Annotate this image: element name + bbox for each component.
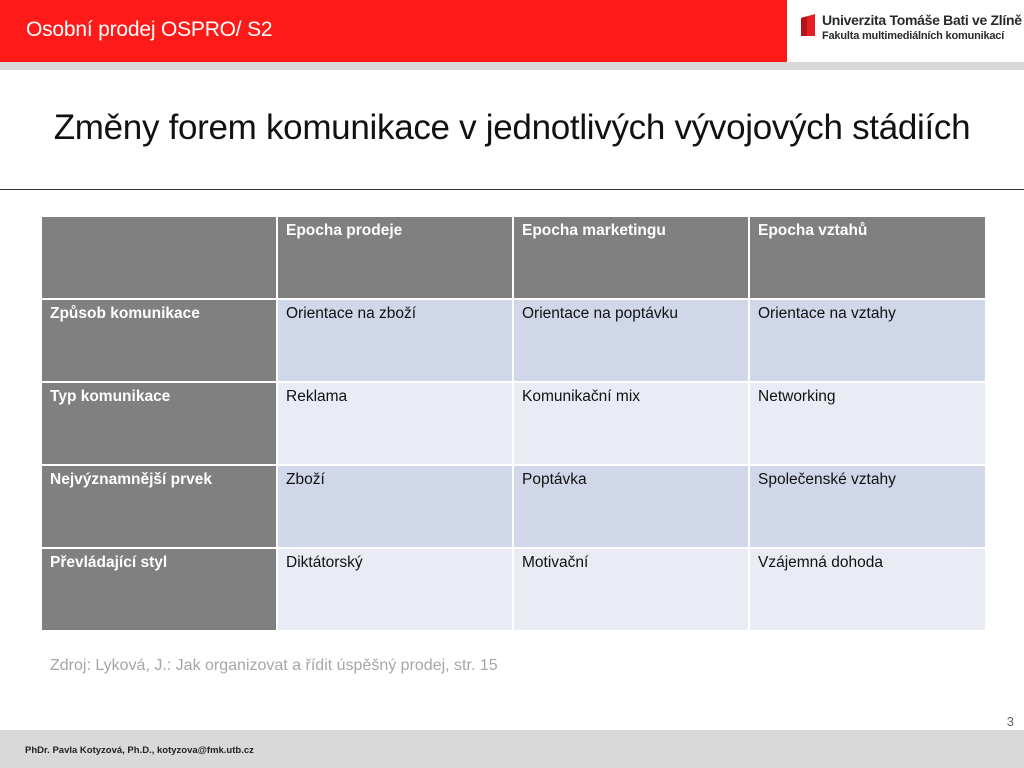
course-title: Osobní prodej OSPRO/ S2 bbox=[26, 18, 273, 41]
table-row bbox=[41, 382, 986, 465]
table-cell: Poptávka bbox=[513, 465, 749, 548]
footer-author: PhDr. Pavla Kotyzová, Ph.D., kotyzova@fmk.utb.cz bbox=[25, 745, 254, 756]
row-label: Způsob komunikace bbox=[41, 299, 277, 382]
table-header-cell bbox=[41, 216, 277, 299]
table-cell: Networking bbox=[749, 382, 986, 465]
table-row bbox=[41, 299, 986, 382]
header-bar bbox=[0, 0, 787, 62]
page-number: 3 bbox=[1006, 714, 1014, 729]
university-logo bbox=[787, 0, 1024, 62]
source-citation: Zdroj: Lyková, J.: Jak organizovat a řídit úspěšný prodej, str. 15 bbox=[50, 657, 498, 674]
row-label: Typ komunikace bbox=[41, 382, 277, 465]
header-divider-strip bbox=[0, 62, 1024, 70]
table-cell: Reklama bbox=[277, 382, 513, 465]
row-label: Nejvýznamnější prvek bbox=[41, 465, 277, 548]
table-header-cell: Epocha marketingu bbox=[513, 216, 749, 299]
table-cell: Orientace na zboží bbox=[277, 299, 513, 382]
table-row bbox=[41, 548, 986, 631]
table-cell: Komunikační mix bbox=[513, 382, 749, 465]
logo-university-name: Univerzita Tomáše Bati ve Zlíně bbox=[822, 12, 1022, 28]
table-cell: Společenské vztahy bbox=[749, 465, 986, 548]
communication-table bbox=[40, 215, 987, 632]
row-label: Převládající styl bbox=[41, 548, 277, 631]
table-cell: Orientace na vztahy bbox=[749, 299, 986, 382]
table-cell: Motivační bbox=[513, 548, 749, 631]
table-cell: Diktátorský bbox=[277, 548, 513, 631]
table-header-row bbox=[41, 216, 986, 299]
slide-title: Změny forem komunikace v jednotlivých vývojových stádiích bbox=[53, 108, 971, 147]
table-cell: Orientace na poptávku bbox=[513, 299, 749, 382]
table-header-cell: Epocha vztahů bbox=[749, 216, 986, 299]
university-logo-icon bbox=[801, 14, 815, 36]
table-cell: Vzájemná dohoda bbox=[749, 548, 986, 631]
title-divider bbox=[0, 189, 1024, 190]
table-row bbox=[41, 465, 986, 548]
table-header-cell: Epocha prodeje bbox=[277, 216, 513, 299]
table-cell: Zboží bbox=[277, 465, 513, 548]
logo-faculty-name: Fakulta multimediálních komunikací bbox=[822, 30, 1005, 42]
